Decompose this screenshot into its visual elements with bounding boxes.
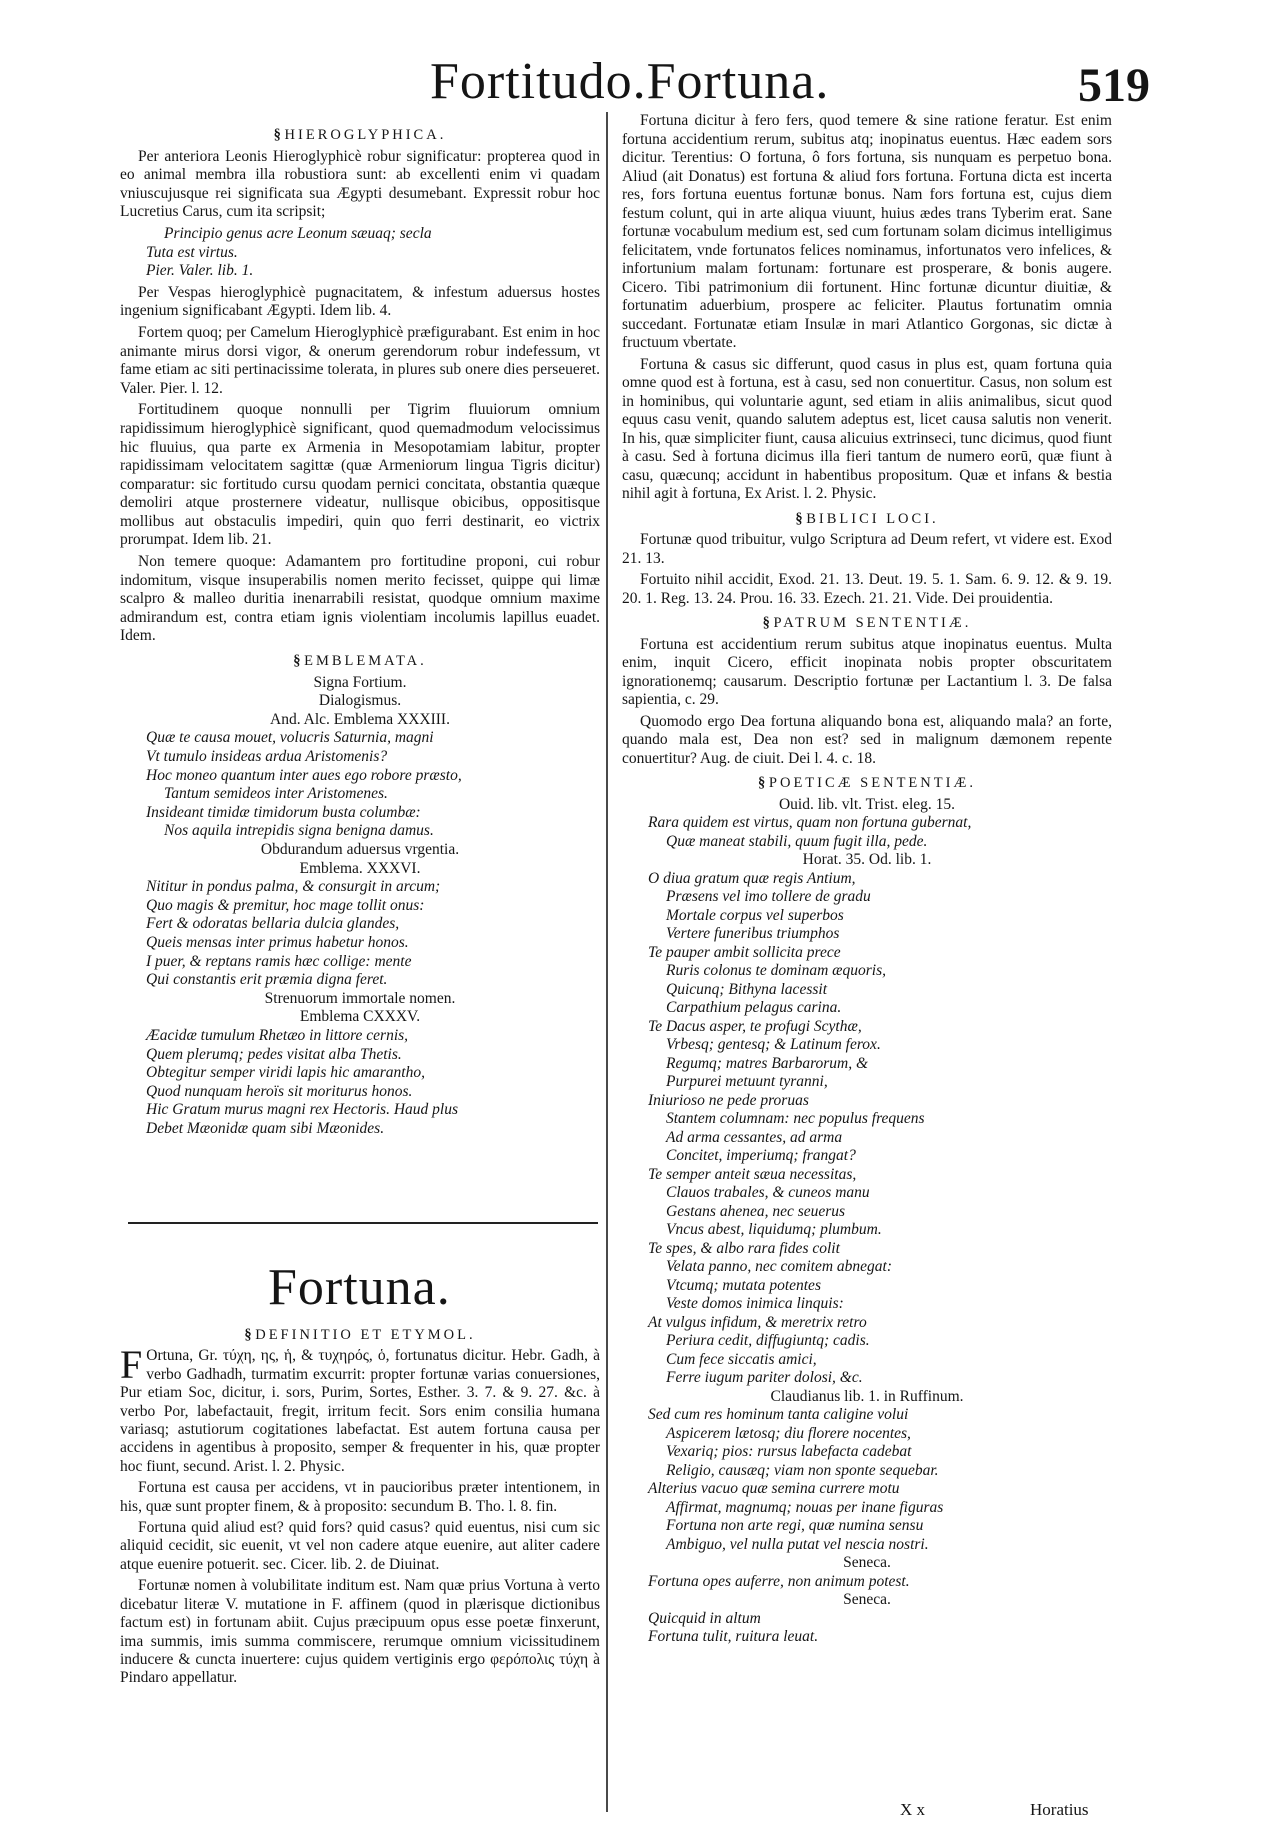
definition-paragraph: F Ortuna, Gr. τύχη, ης, ἡ, & τυχηρός, ὁ, fortunatus dicitur. Hebr. Gadh, à verbo Gadhadh, turmatim excurrit: propter fortunæ varias conuersiones, Pur etiam Soc, dicitur, i. sors, Purim, Sortes, Esther. 3. 7. & 9. 27. &c. à verbo Por, labefactauit, fregit, irritum fecit. Sors enim consilia humana variasq; astutiorum cogitationes labefactat. Est autem fortuna causa per accidens in agentibus à proposito, semper & frequenter in his, quæ propter hoc fiunt, secund. Arist. l. 2. Physic. — [120, 1342, 600, 1475]
verse-line: Mortale corpus vel superbos — [666, 906, 844, 924]
emblem-title: Emblema CXXXV. — [299, 1008, 421, 1026]
verse-line: Iniurioso ne pede proruas — [648, 1091, 809, 1109]
verse-line: Te pauper ambit sollicita prece — [648, 943, 841, 961]
body-paragraph: Fortunæ quod tribuitur, vulgo Scriptura ad Deum refert, vt videre est. Exod 21. 13. — [622, 531, 1112, 567]
verse-line: Hic Gratum murus magni rex Hectoris. Haud plus — [146, 1101, 458, 1119]
verse-line: Quæ te causa mouet, volucris Saturnia, magni — [146, 729, 434, 747]
verse-line: Vertere funeribus triumphos — [666, 925, 840, 942]
drop-cap-f: F — [120, 1342, 143, 1388]
verse-line: Ferre iugum pariter dolosi, &c. — [666, 1369, 863, 1386]
verse-line: Nos aquila intrepidis signa benigna damus. — [164, 822, 434, 840]
verse-line: Quæ maneat stabili, quum fugit illa, pede. — [666, 832, 928, 850]
verse-line: Regumq; matres Barbarorum, & — [666, 1054, 869, 1072]
poet-citation: Seneca. — [843, 1554, 891, 1571]
poet-citation: Horat. 35. Od. lib. 1. — [802, 851, 932, 868]
fortuna-title: Fortuna. — [268, 1259, 451, 1316]
verse-line: Ambiguo, vel nulla putat vel nescia nostri. — [666, 1535, 929, 1553]
verse-line: At vulgus infidum, & meretrix retro — [648, 1313, 867, 1331]
verse-line: Clauos trabales, & cuneos manu — [666, 1184, 870, 1201]
verse-line: Te spes, & albo rara fides colit — [648, 1239, 840, 1257]
emblem-title: Obdurandum aduersus vrgentia. — [260, 840, 460, 858]
emblem-title: Strenuorum immortale nomen. — [264, 989, 456, 1007]
left-column-upper — [120, 120, 600, 1230]
verse-line: Vncus abest, liquidumq; plumbum. — [666, 1221, 882, 1238]
verse-line: Cum fece siccatis amici, — [666, 1350, 817, 1368]
verse-line: Vtcumq; mutata potentes — [666, 1276, 821, 1294]
left-column-lower — [120, 1320, 600, 1830]
verse-line: Purpurei metuunt tyranni, — [666, 1073, 828, 1090]
emblem-title: Emblema. XXXVI. — [299, 859, 421, 877]
verse-line: Fortuna opes auferre, non animum potest. — [648, 1572, 910, 1590]
verse-line: Æacidæ tumulum Rhetæo in littore cernis, — [146, 1026, 409, 1044]
biblici-heading: § BIBLICI LOCI. — [622, 510, 1112, 529]
citation: Pier. Valer. lib. 1. — [146, 262, 254, 280]
verse-line: Nititur in pondus palma, & consurgit in arcum; — [146, 878, 441, 896]
right-column — [622, 112, 1112, 1830]
verse-line: Stantem columnam: nec populus frequens — [666, 1110, 925, 1127]
verse-line: Concitet, imperiumq; frangat? — [666, 1147, 856, 1164]
verse-line: Insideant timidæ timidorum busta columbæ: — [146, 803, 421, 821]
verse-line: Tuta est virtus. — [146, 243, 238, 261]
horace-ode — [622, 870, 1112, 1388]
verse-line: Vexariq; pios: rursus labefacta cadebat — [666, 1443, 912, 1460]
column-divider — [606, 112, 608, 1812]
poet-citation: Ouid. lib. vlt. Trist. eleg. 15. — [778, 795, 956, 813]
verse-line: Fortuna tulit, ruitura leuat. — [648, 1628, 819, 1645]
emblem-title: Dialogismus. — [318, 692, 402, 710]
verse-line: Qui constantis erit præmia digna feret. — [146, 971, 388, 989]
hieroglyphica-heading: § HIEROGLYPHICA. — [120, 126, 600, 145]
emblemata-heading: § EMBLEMATA. — [120, 652, 600, 671]
verse-line: Quicunq; Bithyna lacessit — [666, 980, 827, 998]
verse-line: Periura cedit, diffugiuntq; cadis. — [666, 1332, 870, 1349]
verse-line: Aspicerem lætosq; diu florere nocentes, — [666, 1424, 911, 1442]
verse-line: Ruris colonus te dominam æquoris, — [666, 962, 887, 979]
body-paragraph: Per Vespas hieroglyphicè pugnacitatem, & infestum aduersus hostes ingenium significabant Ægypti. Idem lib. 4. — [120, 283, 600, 320]
body-paragraph: Fortuna & casus sic differunt, quod casus in plus est, quam fortuna quia omne quod est à fortuna, est à casu, sed non conuertitur. Casus, non solum est in hominibus, qui voluntarie agunt, sed etiam in aliis animalibus, sicut quod equus casu venit, quando salutem adeptus est, licet causa salutis non venerit. In his, quæ simpliciter fiunt, causa alicuius extrinseci, tunc dicimus, quod fiunt à casu. Sed à fortuna dicimus illa fieri tantum de numero eorū, quæ fiunt à casu, quæcunq; accidunt in habentibus propositum. Quæ et infans & bestia nihil agit à fortuna, Ex Arist. l. 2. Physic. — [622, 355, 1112, 502]
verse-line: I puer, & reptans ramis hæc collige: mente — [146, 952, 412, 970]
verse-line: Hoc moneo quantum inter aues ego robore præsto, — [146, 766, 462, 784]
section-rule — [128, 1222, 598, 1224]
verse-line: Principio genus acre Leonum sæuaq; secla — [164, 224, 432, 242]
poeticae-heading: § POETICÆ SENTENTIÆ. — [622, 774, 1112, 793]
body-paragraph: Fortuna est causa per accidens, vt in paucioribus præter intentionem, in his, quæ sunt propter finem, & à proposito: secundum B. Tho. l. 8. fin. — [120, 1479, 600, 1515]
emblem-title: And. Alc. Emblema XXXIII. — [270, 710, 450, 728]
body-paragraph: Fortuito nihil accidit, Exod. 21. 13. Deut. 19. 5. 1. Sam. 6. 9. 12. & 9. 19. 20. 1. Reg. 13. 24. Prou. 16. 33. Ezech. 21. 21. Vide. Dei prouidentia. — [622, 571, 1112, 607]
page-number: 519 — [1078, 59, 1150, 112]
verse-line: Quem plerumq; pedes visitat alba Thetis. — [146, 1045, 402, 1063]
hieroglyphica-paragraph: Per anteriora Leonis Hieroglyphicè robur significatur: propterea quod in eo animal membra illa robustiora sunt: ab excellenti enim vi quadam vniuscujusque rei significata sua Ægypti desumebant. Expressit robur hoc Lucretius Carus, cum ita scripsit; — [120, 147, 600, 221]
definitio-heading: § DEFINITIO ET ETYMOL. — [120, 1326, 600, 1344]
verse-line: Debet Mæonidæ quam sibi Mæonides. — [146, 1119, 385, 1137]
signature-mark: X x — [900, 1800, 926, 1819]
verse-line: Gestans ahenea, nec seuerus — [666, 1202, 846, 1220]
catchword: Horatius — [1030, 1800, 1089, 1819]
verse-line: Fortuna non arte regi, quæ numina sensu — [666, 1517, 924, 1534]
verse-line: Rara quidem est virtus, quam non fortuna gubernat, — [648, 814, 972, 831]
body-paragraph: Quomodo ergo Dea fortuna aliquando bona est, aliquando mala? an forte, quando mala est, Dea non est? sed in malignum dæmonem repente conuertitur? Aug. de ciuit. Dei l. 4. c. 18. — [622, 712, 1112, 767]
body-paragraph: Fortuna quid aliud est? quid fors? quid casus? quid euentus, nisi cum sic aliquid cecidit, sic euenit, vt vel non cadere atque euenire, aut aliter cadere atque euenire potuerit. sec. Cicer. lib. 2. de Diuinat. — [120, 1519, 600, 1573]
body-paragraph: Fortuna est accidentium rerum subitus atque inopinatus euentus. Multa enim, inquit Cicero, efficit inopinata nobis propter obscuritatem ignorationemq; causarum. Descriptio fortunæ per Lactantium l. 3. De falsa sapientia, c. 29. — [622, 635, 1112, 708]
verse-line: Quo magis & premitur, hoc mage tollit onus: — [146, 896, 425, 914]
verse-line: Carpathium pelagus carina. — [666, 999, 842, 1016]
verse-line: Veste domos inimica linquis: — [666, 1295, 844, 1312]
running-head: Fortitudo.Fortuna. — [430, 53, 830, 110]
verse-line: Queis mensas inter primus habetur honos. — [146, 933, 409, 951]
verse-line: Ad arma cessantes, ad arma — [666, 1128, 843, 1146]
poet-citation: Claudianus lib. 1. in Ruffinum. — [770, 1387, 964, 1405]
body-paragraph: Fortuna dicitur à fero fers, quod temere & sine ratione feratur. Est enim fortuna accidentium rerum, subitus atq; inopinatus euentus. Hæc eadem sors dicitur. Terentius: O fortuna, ô fors fortuna, sis nunquam es perpetuo bona. Aliud (ait Donatus) est fortuna & aliud fors fortuna. Fortuna dicta est incerta res, fors fortuna euentus fortunæ bonus. Nam fors fortuna est, cujus diem festum colunt, qui in arte aliqua viuunt, huius ædes trans Tyberim erat. Sane fortunæ vocabulum medium est, sed cum fortunam solam dicimus intelligimus felicitatem, vnde fortunatos felices nominamus, infortunatos vero infelices, & infortunium malam fortunam: fortunare est prosperare, & bonis augere. Cicero. Tibi patrimonium dii fortunent. Hinc fortunæ dicuntur diuitiæ, & fortunatim aduerbium, prospere ac feliciter. Plautus fortunatim omnia succedant. Fortunatæ etiam Insulæ in mari Atlantico Gorgonas, sic dictæ à fructuum vbertate. — [622, 112, 1112, 351]
body-paragraph: Fortitudinem quoque nonnulli per Tigrim fluuiorum omnium rapidissimum hieroglyphicè significant, quod quemadmodum velocissimus hic fluuius, qua parte ex Armenia in Mesopotamiam labitur, propter rapidissimam velocitatem sagittæ (quæ Armeniorum lingua Tigris dicitur) comparatur: sic fortitudo cursu quodam pernici concitata, obstantia quæque demoliri atque prosternere videatur, nullisque obicibus, oppositisque mollibus aut obstaculis impediri, quin quo ferri destinarit, eo victrix prorumpat. Idem lib. 21. — [120, 401, 600, 549]
verse-line: Præsens vel imo tollere de gradu — [666, 888, 871, 905]
verse-line: Velata panno, nec comitem abnegat: — [666, 1258, 892, 1275]
verse-line: O diua gratum quæ regis Antium, — [648, 869, 856, 887]
verse-line: Te semper anteit sæua necessitas, — [648, 1165, 857, 1183]
body-paragraph: Fortem quoq; per Camelum Hieroglyphicè præfigurabant. Est enim in hoc animante mirus dorsi vigor, & onerum gerendorum robur indefessum, vt fame etiam ac siti pertinacissime tolerata, in plures sub onere dies perseueret. Valer. Pier. l. 12. — [120, 323, 600, 397]
claudian-verse — [622, 1406, 1112, 1554]
emblem-title: Signa Fortium. — [313, 673, 407, 691]
verse-line: Quod nunquam heroïs sit moriturus honos. — [146, 1082, 413, 1100]
verse-line: Religio, causæq; viam non sponte sequebar. — [666, 1461, 939, 1479]
patrum-heading: § PATRUM SENTENTIÆ. — [622, 614, 1112, 633]
verse-line: Affirmat, magnumq; nouas per inane figuras — [666, 1498, 944, 1516]
verse-line: Alterius vacuo quæ semina currere motu — [648, 1480, 900, 1497]
verse-line: Vrbesq; gentesq; & Latinum ferox. — [666, 1036, 881, 1053]
verse-line: Vt tumulo insideas ardua Aristomenis? — [146, 748, 388, 765]
verse-line: Te Dacus asper, te profugi Scythæ, — [648, 1017, 862, 1035]
body-paragraph: Fortunæ nomen à volubilitate inditum est. Nam quæ prius Vortuna à verto dicebatur literæ V. mutatione in F. affinem (quod in plærisque dictionibus factum est) in fortunam abiit. Cujus præcipuum opus esse poetæ finxerunt, ima summis, imis summa commiscere, rerumque omnium vicissitudinem inducere & cuncta inuertere: cujus quidem vertiginis ergo φερόπολις τύχη à Pindaro appellatur. — [120, 1577, 600, 1687]
verse-line: Quicquid in altum — [648, 1609, 761, 1627]
poet-citation: Seneca. — [843, 1591, 891, 1608]
verse-line: Obtegitur semper viridi lapis hic amarantho, — [146, 1064, 425, 1082]
verse-line: Tantum semideos inter Aristomenes. — [164, 785, 388, 803]
verse-line: Fert & odoratas bellaria dulcia glandes, — [146, 915, 400, 933]
body-paragraph: Non temere quoque: Adamantem pro fortitudine proponi, cui robur indomitum, visque insuperabilis nomen merito fecisset, quippe qui limæ scalpro & malleo duritia inenarrabili resistat, quodque omnium maxime admirandum est, contra etiam ignis violentiam incolumis lapillus euadet. Idem. — [120, 553, 600, 645]
verse-line: Sed cum res hominum tanta caligine volui — [648, 1406, 909, 1423]
